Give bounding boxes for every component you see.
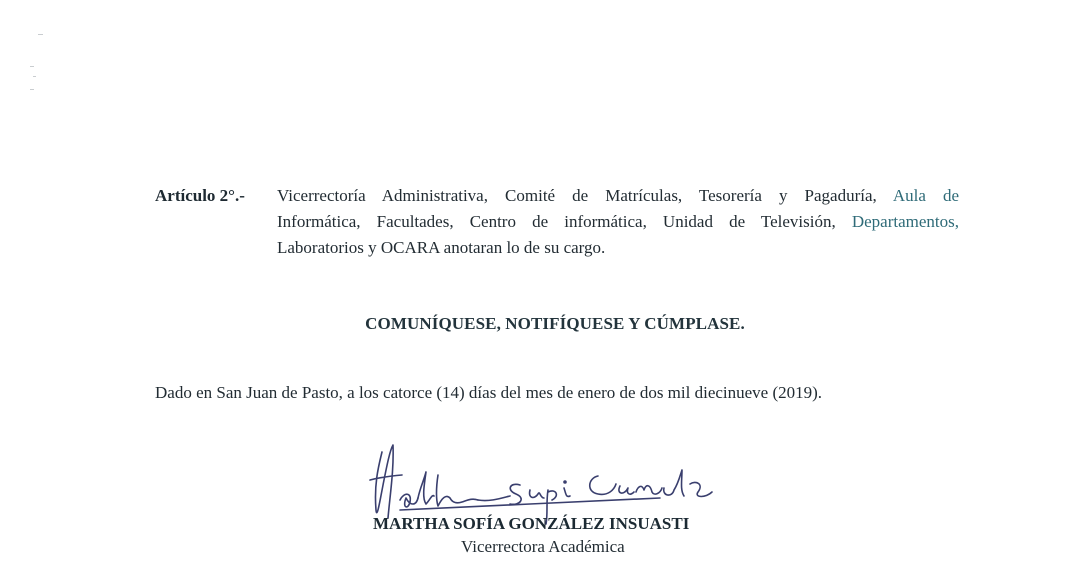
date-statement: Dado en San Juan de Pasto, a los catorce (14) días del mes de enero de dos mil diecinueve (2019). xyxy=(155,383,823,402)
article-line xyxy=(277,235,959,261)
article-text-segment: Informática, Facultades, Centro de informática, Unidad de Televisión, xyxy=(277,212,852,231)
article-body xyxy=(277,183,959,261)
closing-formula: COMUNÍQUESE, NOTIFÍQUESE Y CÚMPLASE. xyxy=(365,314,745,333)
article-text-segment: Departamentos, xyxy=(851,212,959,231)
article-text-segment: Aula de xyxy=(892,186,960,205)
scan-mark xyxy=(30,89,34,90)
signer-title: Vicerrectora Académica xyxy=(461,537,625,556)
article-label: Artículo 2°.- xyxy=(155,186,245,205)
scan-mark xyxy=(38,34,43,35)
signer-name: MARTHA SOFÍA GONZÁLEZ INSUASTI xyxy=(373,514,690,533)
scan-mark xyxy=(33,76,36,77)
scan-mark xyxy=(30,66,34,67)
article-text-segment: Vicerrectoría Administrativa, Comité de Matrículas, Tesorería y Pagaduría, xyxy=(277,186,893,205)
article-line xyxy=(277,209,959,235)
article-line xyxy=(277,183,959,209)
article-text-segment: Laboratorios y OCARA anotaran lo de su cargo. xyxy=(277,238,606,257)
